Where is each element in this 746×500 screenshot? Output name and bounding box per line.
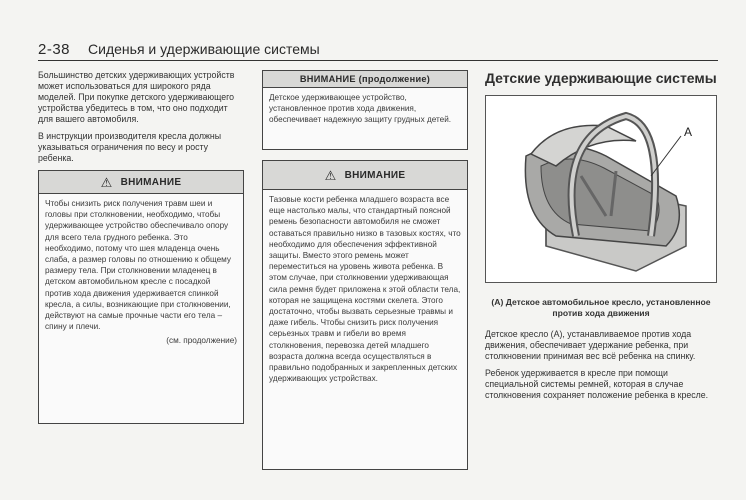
warning-box [38,170,244,424]
warning-text: Детское удерживающее устройство, установленное против хода движения, обеспечивает надежную защиту грудных детей. [269,93,452,125]
chapter-title: Детские удерживающие системы [485,70,717,86]
warning-header [39,171,243,194]
warning-title: ВНИМАНИЕ (продолжение) [299,74,431,84]
svg-text:A: A [684,125,693,139]
figure-caption: (A) Детское автомобильное кресло, установленное против хода движения [491,297,711,318]
warning-box [262,160,468,470]
warning-triangle-icon: ⚠ [324,167,337,183]
warning-header [263,161,467,190]
page-header [38,38,718,61]
child-seat-illustration [486,96,716,282]
column-middle [262,70,468,470]
section-title: Сиденья и удерживающие системы [88,41,320,57]
warning-text: Чтобы снизить риск получения травм шеи и головы при столкновении, необходимо, чтобы удерживающее устройство обеспечивало опору для всего тела грудного ребенка. Это необходимо, потому что шея младенца очень слаба, а размер головы по отношению к общему размеру тела. При столкновении младенец в детском автомобильном кресле с посадкой против хода движения удерживается спинкой кресла, а силы, возникающие при столкновении, действуют на самые прочные части его тела – спину и плечи. [45,199,231,332]
column-left [38,70,244,424]
warning-title: ВНИМАНИЕ [344,169,406,181]
continued-note: (см. продолжение) [166,336,237,346]
warning-title: ВНИМАНИЕ [120,176,182,188]
column-right [485,70,717,407]
paragraph: Большинство детских удерживающих устройств может использоваться для широкого ряда моделей. При покупке детского удерживающего устройства убедитесь в том, что оно подходит для вашего автомобиля. [38,70,235,124]
paragraph: В инструкции производителя кресла должны указываться ограничения по весу и росту ребенка. [38,131,222,163]
warning-box-continued [262,70,468,150]
figure-child-seat [485,95,717,283]
page-number: 2-38 [38,41,71,58]
paragraph: Ребенок удерживается в кресле при помощи специальной системы ремней, которая в случае столкновения сохраняет положение ребенка в кресле. [485,368,709,400]
paragraph: Детское кресло (A), устанавливаемое против хода движения, обеспечивает удержание ребенка, при столкновении принимая вес всё ребенка на спинку. [485,329,696,361]
warning-text: Тазовые кости ребенка младшего возраста все еще настолько малы, что стандартный поясной ремень безопасности автомобиля не сможет оставаться правильно низко в тазовых костях, что необходимо для обеспечения эффективной защиты. Вместо этого ремень может переместиться на уровень живота ребенка. В этом случае, при столкновении удерживающая сила ремня будет приложена к этой области тела, которая не защищена костями скелета. Этого достаточно, чтобы вызвать серьезные травмы и даже гибель. Чтобы снизить риск получения серьезных травм и гибели во время столкновения, перевозка детей младшего возраста должна всегда осуществляться в правильно подобранных и закрепленных детских удерживающих устройствах. [269,195,461,384]
warning-triangle-icon: ⚠ [100,174,113,190]
warning-header [263,71,467,88]
